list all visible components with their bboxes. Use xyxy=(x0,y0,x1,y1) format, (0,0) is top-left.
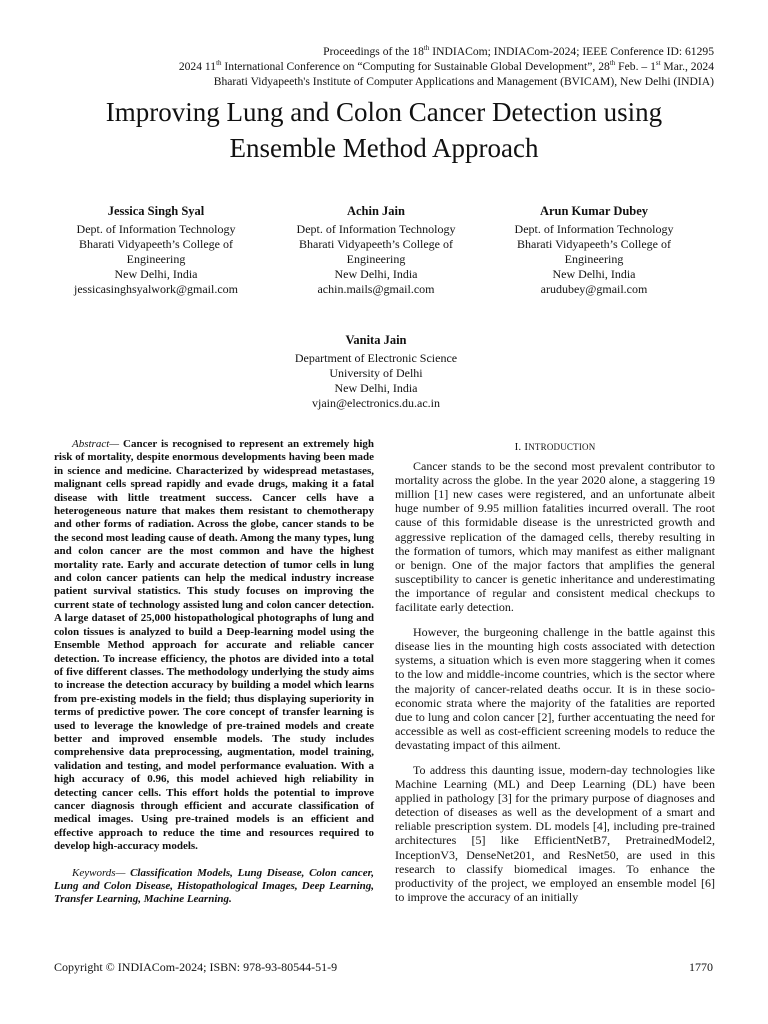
keywords-text: Classification Models, Lung Disease, Colon cancer, Lung and Colon Disease, Histopathological Images, Deep Learning, Transfer Learning, Machine Learning. xyxy=(54,866,374,906)
author-name: Vanita Jain xyxy=(345,333,407,347)
author-department: Dept. of Information Technology xyxy=(296,222,456,236)
footer-page-number: 1770 xyxy=(689,960,713,974)
author-institution: Bharati Vidyapeeth’s College of xyxy=(78,237,234,251)
paper-title xyxy=(30,94,738,166)
author-block xyxy=(252,333,500,411)
author-department: Dept. of Information Technology xyxy=(76,222,236,236)
header-text: Feb. – 1 xyxy=(615,60,656,73)
introduction-paragraph: To address this daunting issue, modern-day technologies like Machine Learning (ML) and Deep Learning (DL) have been applied in pathology [3] for the primary purpose of diagnoses and detection of diseases as well as the development of a smart and reliable prescription system. DL models [4], including pre-trained architectures [5] like EfficientNetB7, PretrainedModel2, InceptionV3, DenseNet201, and ResNet50, are used in this research to classify biomedical images. To enhance the productivity of the project, we employed an ensemble model [6] to improve the accuracy of an initially xyxy=(395,762,715,904)
author-block xyxy=(51,204,261,297)
header-text: Proceedings of the 18 xyxy=(323,45,424,58)
header-text: Mar., 2024 xyxy=(660,60,714,73)
author-institution: Engineering xyxy=(126,252,186,266)
abstract-label: Abstract— xyxy=(72,438,120,450)
author-institution: Engineering xyxy=(346,252,406,266)
author-institution: Bharati Vidyapeeth’s College of xyxy=(516,237,672,251)
abstract-text: Cancer is recognised to represent an extremely high risk of mortality, despite enormous developments having been made in science and medicine. Characterized by widespread metastases, malignant cells spread rapidly and evade drugs, making it a fatal disease with little treatment success. Cancer cells have a heterogeneous nature that makes them resistant to chemotherapy and other forms of radiation. Across the globe, cancer stands to be the second most leading cause of death. Among the many types, lung and colon cancer are the most common and have the highest mortality rate. Early and accurate detection of tumor cells in lung and colon cancer patients can help the medical industry increase patient survival statistics. This study focuses on improving the current state of technology assisted lung and colon cancer detection. A large dataset of 25,000 histopathological photographs of lung and colon tissues is analyzed to build a Deep-learning model using the Ensemble Method approach for accurate and reliable cancer detection. To increase efficiency, the photos are divided into a total of five different classes. The methodology underlying the study aims to increase the detection accuracy by building a model which learns from pre-existing models in the field; thus displaying superiority in terms of predictive power. The core concept of transfer learning is used to leverage the knowledge of pre-trained models and create better and improved ensemble models. The study includes comprehensive data preprocessing, augmentation, model training, validation and testing, and model performance evaluation. With a high accuracy of 0.96, this model achieved high reliability in detecting cancer cells. This effort holds the potential to improve cancer diagnosis through efficient and accurate classification of medical images. Using pre-trained models is an efficient and effective approach to reduce the time and resources required to develop high-accuracy models. xyxy=(54,438,374,853)
author-block xyxy=(489,204,699,297)
author-block xyxy=(271,204,481,297)
paper-title-line: Ensemble Method Approach xyxy=(229,133,539,163)
introduction-paragraph: Cancer stands to be the second most prevalent contributor to mortality across the globe. In the year 2020 alone, a staggering 19 million [1] new cases were registered, and an unfortunate albeit huge number of 9.95 million fatalities incurred overall. The root cause of this formidable disease is the unrestricted growth and aggressive replication of the damaged cells, thereby resulting in the formation of tumors, which may manifest as either malignant or benign. One of the major factors that amplifies the general susceptibility to cancer is genetic inheritance and underestimating the importance of regular and consistent medical checkups to facilitate early detection. xyxy=(395,459,715,615)
header-text: International Conference on “Computing for Sustainable Global Development”, 28 xyxy=(221,60,610,73)
author-email[interactable]: vjain@electronics.du.ac.in xyxy=(311,396,440,410)
author-name: Achin Jain xyxy=(346,204,405,218)
section-title-initial: I xyxy=(524,441,529,453)
header-text: 2024 11 xyxy=(178,60,217,73)
author-department: Department of Electronic Science xyxy=(294,351,458,365)
paper-title-line: Improving Lung and Colon Cancer Detection using xyxy=(105,97,663,127)
header-text: INDIACom; INDIACom-2024; IEEE Conference ID: 61295 xyxy=(429,45,714,58)
section-numeral: I. xyxy=(514,441,522,453)
author-city: New Delhi, India xyxy=(334,381,418,395)
author-institution: Bharati Vidyapeeth’s College of xyxy=(298,237,454,251)
header-superscript: st xyxy=(655,59,661,68)
left-column xyxy=(54,438,374,907)
keywords-label: Keywords— xyxy=(72,866,126,879)
abstract xyxy=(54,438,374,854)
section-heading-introduction xyxy=(395,440,715,454)
author-city: New Delhi, India xyxy=(552,267,636,281)
introduction-paragraph: However, the burgeoning challenge in the battle against this disease lies in the mounting high costs associated with detection systems, a situation which is even more staggering when it comes to the low and middle-income countries, which is the sector where the majority of cancer-related deaths occur. It is in these socio-economic strata where the majority of the fatalities are reported due to lung and colon cancer [2], further accentuating the need for accessible as well as cost-efficient screening models to reduce the devastating impact of this ailment. xyxy=(395,625,715,752)
right-column xyxy=(395,440,715,915)
keywords xyxy=(54,867,374,907)
author-email[interactable]: arudubey@gmail.com xyxy=(540,282,648,296)
author-email[interactable]: achin.mails@gmail.com xyxy=(317,282,435,296)
conference-name-line xyxy=(40,59,714,74)
footer-copyright: Copyright © INDIACom-2024; ISBN: 978-93-80544-51-9 xyxy=(54,960,338,974)
author-city: New Delhi, India xyxy=(334,267,418,281)
header-superscript: th xyxy=(216,59,222,68)
section-title xyxy=(524,441,595,453)
author-name: Jessica Singh Syal xyxy=(107,204,205,218)
author-name: Arun Kumar Dubey xyxy=(539,204,649,218)
author-city: New Delhi, India xyxy=(114,267,198,281)
conference-header xyxy=(40,44,714,89)
header-superscript: th xyxy=(423,44,430,53)
author-institution: University of Delhi xyxy=(329,366,423,380)
author-email[interactable]: jessicasinghsyalwork@gmail.com xyxy=(73,282,239,296)
conference-proceedings-line xyxy=(40,44,714,59)
author-institution: Engineering xyxy=(564,252,624,266)
section-title-rest: NTRODUCTION xyxy=(528,442,596,452)
header-superscript: th xyxy=(609,59,616,68)
author-department: Dept. of Information Technology xyxy=(514,222,674,236)
conference-venue-line: Bharati Vidyapeeth's Institute of Computer Applications and Management (BVICAM), New Delhi (INDIA) xyxy=(213,75,714,88)
